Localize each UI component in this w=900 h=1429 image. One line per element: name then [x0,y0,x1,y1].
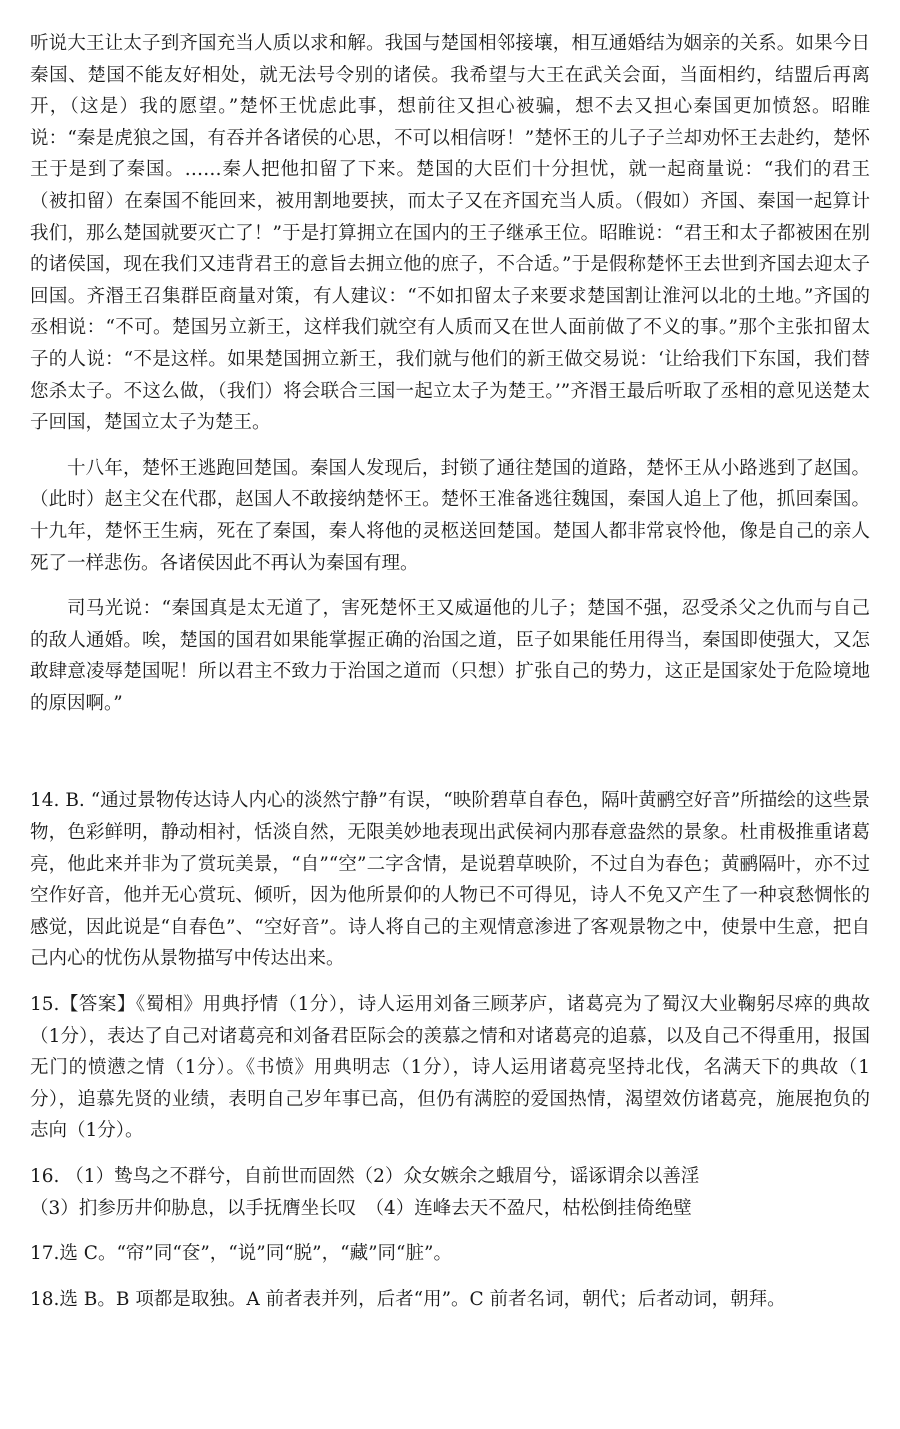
answer-16-line-1: 16. （1）鸷鸟之不群兮，自前世而固然（2）众女嫉余之蛾眉兮，谣诼谓余以善淫 [30,1166,700,1187]
answer-17: 17.选 C。“帘”同“奁”，“说”同“脱”，“藏”同“脏”。 [30,1243,452,1265]
document-page [30,28,870,1315]
translation-paragraph-1: 听说大王让太子到齐国充当人质以求和解。我国与楚国相邻接壤，相互通婚结为姻亲的关系。如果今日秦国、楚国不能友好相处，就无法号令别的诸侯。我希望与大王在武关会面，当面相约，结盟后再离开，（这是）我的愿望。”楚怀王忧虑此事，想前往又担心被骗，想不去又担心秦国更加愤怒。昭睢说：“秦是虎狼之国，有吞并各诸侯的心思，不可以相信呀！”楚怀王的儿子子兰却劝怀王去赴约，楚怀王于是到了秦国。……秦人把他扣留了下来。楚国的大臣们十分担忧，就一起商量说：“我们的君王（被扣留）在秦国不能回来，被用割地要挟，而太子又在齐国充当人质。（假如）齐国、秦国一起算计我们，那么楚国就要灭亡了！”于是打算拥立在国内的王子继承王位。昭睢说：“君王和太子都被困在别的诸侯国，现在我们又违背君王的意旨去拥立他的庶子，不合适。”于是假称楚怀王去世到齐国去迎太子回国。齐湣王召集群臣商量对策，有人建议：“不如扣留太子来要求楚国割让淮河以北的土地。”齐国的丞相说：“不可。楚国另立新王，这样我们就空有人质而又在世人面前做了不义的事。”那个主张扣留太子的人说：“不是这样。如果楚国拥立新王，我们就与他们的新王做交易说：‘让给我们下东国，我们替您杀太子。不这么做，（我们）将会联合三国一起立太子为楚王。’”齐湣王最后听取了丞相的意见送楚太子回国，楚国立太子为楚王。 [30,33,870,434]
answer-18: 18.选 B。B 项都是取独。A 前者表并列，后者“用”。C 前者名词，朝代；后者动词，朝拜。 [30,1288,786,1310]
answer-16 [30,1161,870,1224]
answer-15: 15.【答案】《蜀相》用典抒情（1分），诗人运用刘备三顾茅庐，诸葛亮为了蜀汉大业鞠躬尽瘁的典故（1分），表达了自己对诸葛亮和刘备君臣际会的羡慕之情和对诸葛亮的追慕，以及自己不得重用，报国无门的愤懑之情（1分）。《书愤》用典明志（1分），诗人运用诸葛亮坚持北伐，名满天下的典故（1分），追慕先贤的业绩，表明自己岁年事已高，但仍有满腔的爱国热情，渴望效仿诸葛亮，施展抱负的志向（1分）。 [30,994,870,1142]
answer-14: 14. B. “通过景物传达诗人内心的淡然宁静”有误，“映阶碧草自春色，隔叶黄鹂空好音”所描绘的这些景物，色彩鲜明，静动相衬，恬淡自然，无限美妙地表现出武侯祠内那春意盎然的景象。杜甫极推重诸葛亮，他此来并非为了赏玩美景，“自”“空”二字含情，是说碧草映阶，不过自为春色；黄鹂隔叶，亦不过空作好音，他并无心赏玩、倾听，因为他所景仰的人物已不可得见，诗人不免又产生了一种哀愁惆怅的感觉，因此说是“自春色”、“空好音”。诗人将自己的主观情意渗进了客观景物之中，使景中生意，把自己内心的忧伤从景物描写中传达出来。 [30,790,870,970]
translation-paragraph-2: 十八年，楚怀王逃跑回楚国。秦国人发现后，封锁了通往楚国的道路，楚怀王从小路逃到了赵国。（此时）赵主父在代郡，赵国人不敢接纳楚怀王。楚怀王准备逃往魏国，秦国人追上了他，抓回秦国。十九年，楚怀王生病，死在了秦国，秦人将他的灵柩送回楚国。楚国人都非常哀怜他，像是自己的亲人死了一样悲伤。各诸侯因此不再认为秦国有理。 [30,457,870,574]
answer-16-line-2: （3）扪参历井仰胁息，以手抚膺坐长叹 （4）连峰去天不盈尺，枯松倒挂倚绝壁 [30,1197,692,1219]
translation-paragraph-3: 司马光说：“秦国真是太无道了，害死楚怀王又威逼他的儿子；楚国不强，忍受杀父之仇而与自己的敌人通婚。唉，楚国的国君如果能掌握正确的治国之道，臣子如果能任用得当，秦国即使强大，又怎敢肆意凌辱楚国呢！所以君主不致力于治国之道而（只想）扩张自己的势力，这正是国家处于危险境地的原因啊。” [30,598,870,714]
